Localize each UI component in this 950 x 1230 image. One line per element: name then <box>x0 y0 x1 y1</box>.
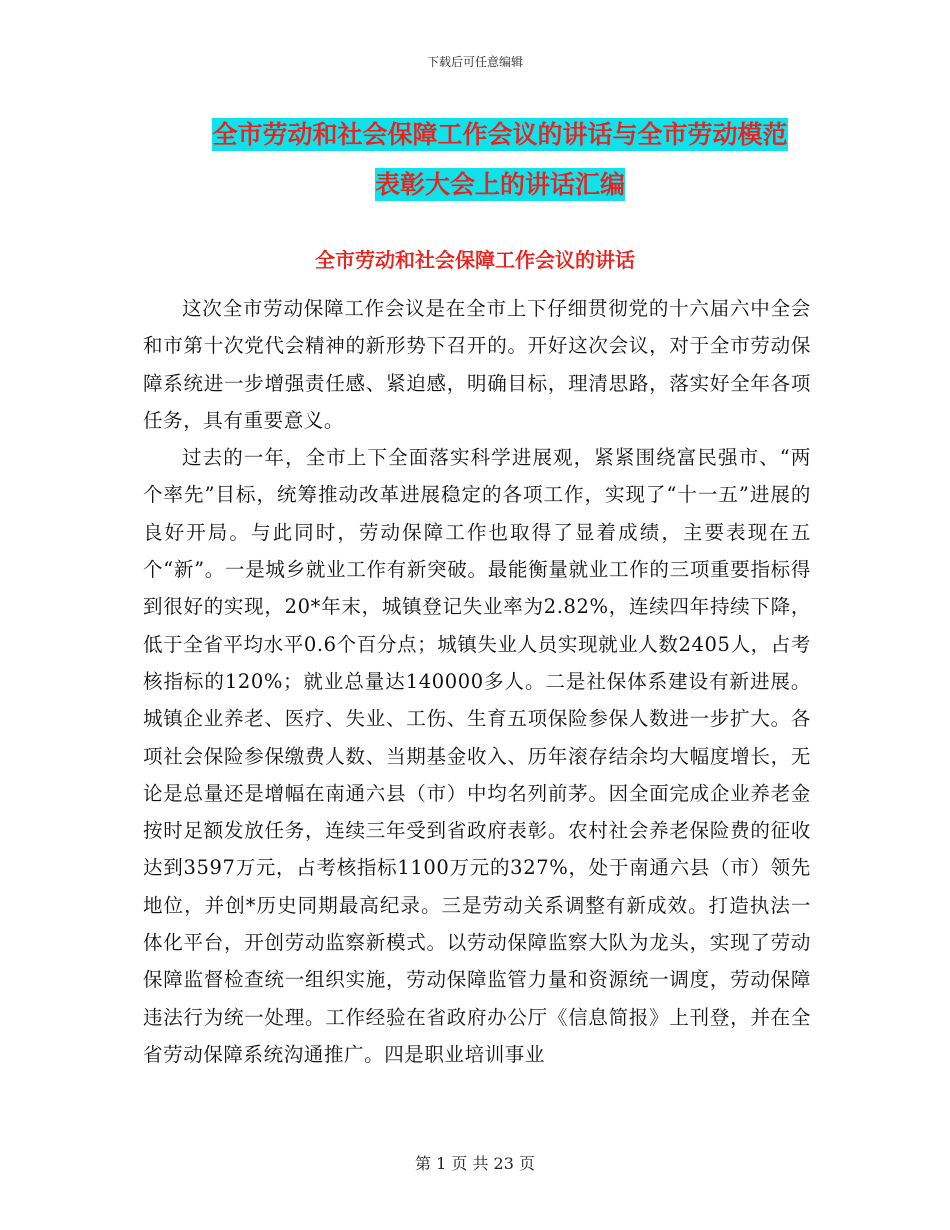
header-note: 下载后可任意编辑 <box>426 55 523 69</box>
title-line-1: 全市劳动和社会保障工作会议的讲话与全市劳动模范 <box>212 120 788 149</box>
section-title: 全市劳动和社会保障工作会议的讲话 <box>315 248 635 272</box>
paragraph: 这次全市劳动保障工作会议是在全市上下仔细贯彻党的十六届六中全会和市第十次党代会精神的新形势下召开的。开好这次会议，对于全市劳动保障系统进一步增强责任感、紧迫感，明确目标，理清思路，落实好全年各项任务，具有重要意义。 <box>143 297 811 432</box>
document-title <box>150 110 850 210</box>
paragraph: 过去的一年，全市上下全面落实科学进展观，紧紧围绕富民强市、“两个率先”目标，统筹推动改革进展稳定的各项工作，实现了“十一五”进展的良好开局。与此同时，劳动保障工作也取得了显着成绩，主要表现在五个“新”。一是城乡就业工作有新突破。最能衡量就业工作的三项重要指标得到很好的实现，20*年末，城镇登记失业率为2.82%，连续四年持续下降，低于全省平均水平0.6个百分点；城镇失业人员实现就业人数2405人，占考核指标的120%；就业总量达140000多人。二是社保体系建设有新进展。城镇企业养老、医疗、失业、工伤、生育五项保险参保人数进一步扩大。各项社会保险参保缴费人数、当期基金收入、历年滚存结余均大幅度增长，无论是总量还是增幅在南通六县（市）中均名列前茅。因全面完成企业养老金按时足额发放任务，连续三年受到省政府表彰。农村社会养老保险费的征收达到3597万元，占考核指标1100万元的327%，处于南通六县（市）领先地位，并创*历史同期最高纪录。三是劳动关系调整有新成效。打造执法一体化平台，开创劳动监察新模式。以劳动保障监察大队为龙头，实现了劳动保障监督检查统一组织实施，劳动保障监管力量和资源统一调度，劳动保障违法行为统一处理。工作经验在省政府办公厅《信息简报》上刊登，并在全省劳动保障系统沟通推广。四是职业培训事业 <box>143 446 811 1066</box>
title-line-2: 表彰大会上的讲话汇编 <box>374 170 625 199</box>
body-text <box>143 290 811 1073</box>
page-number: 第 1 页 共 23 页 <box>415 1154 535 1173</box>
